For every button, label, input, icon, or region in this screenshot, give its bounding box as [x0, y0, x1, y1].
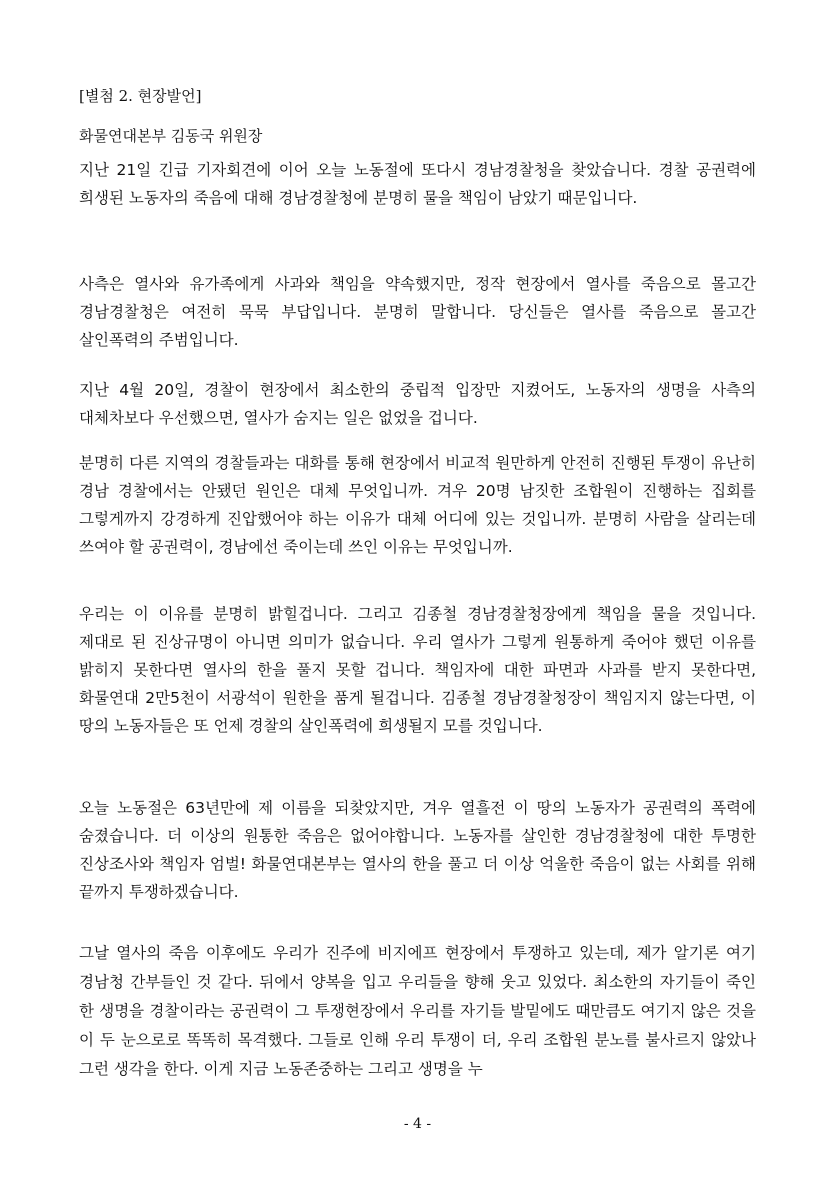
paragraph: 사측은 열사와 유가족에게 사과와 책임을 약속했지만, 정작 현장에서 열사를 죽음으로 몰고간 경남경찰청은 여전히 묵묵 부답입니다. 분명히 말합니다. 당신들은 열사를 죽음으로 몰고간 살인폭력의 주범입니다. — [79, 275, 756, 349]
speaker-name: 화물연대본부 김동국 위원장 — [79, 127, 263, 145]
paragraph: 지난 21일 긴급 기자회견에 이어 오늘 노동절에 또다시 경남경찰청을 찾았습니다. 경찰 공권력에 희생된 노동자의 죽음에 대해 경남경찰청에 분명히 물을 책임이 남았기 때문입니다. — [79, 161, 756, 207]
paragraph: 지난 4월 20일, 경찰이 현장에서 최소한의 중립적 입장만 지켰어도, 노동자의 생명을 사측의 대체차보다 우선했으면, 열사가 숨지는 일은 없었을 겁니다. — [79, 381, 756, 427]
paragraph: 오늘 노동절은 63년만에 제 이름을 되찾았지만, 겨우 열흘전 이 땅의 노동자가 공권력의 폭력에 숨졌습니다. 더 이상의 원통한 죽음은 없어야합니다. 노동자를 살인한 경남경찰청에 대한 투명한 진상조사와 책임자 엄벌! 화물연대본부는 열사의 한을 풀고 더 이상 억울한 죽음이 없는 사회를 위해 끝까지 투쟁하겠습니다. — [79, 799, 756, 901]
paragraph: 우리는 이 이유를 분명히 밝힐겁니다. 그리고 김종철 경남경찰청장에게 책임을 물을 것입니다. 제대로 된 진상규명이 아니면 의미가 없습니다. 우리 열사가 그렇게 원통하게 죽어야 했던 이유를 밝히지 못한다면 열사의 한을 풀지 못할 겁니다. 책임자에 대한 파면과 사과를 받지 못한다면, 화물연대 2만5천이 서광석이 원한을 품게 될겁니다. 김종철 경남경찰청장이 책임지지 않는다면, 이 땅의 노동자들은 또 언제 경찰의 살인폭력에 희생될지 모를 것입니다. — [79, 605, 756, 735]
paragraph: 그날 열사의 죽음 이후에도 우리가 진주에 비지에프 현장에서 투쟁하고 있는데, 제가 알기론 여기 경남청 간부들인 것 같다. 뒤에서 양복을 입고 우리들을 향해 웃고 있었다. 최소한의 자기들이 죽인 한 생명을 경찰이라는 공권력이 그 투쟁현장에서 우리를 자기들 발밑에도 때만큼도 여기지 않은 것을 이 두 눈으로로 똑똑히 목격했다. 그들로 인해 우리 투쟁이 더, 우리 조합원 분노를 불사르지 않았나 그런 생각을 한다. 이게 지금 노동존중하는 그리고 생명을 누 — [79, 944, 756, 1078]
paragraph: 분명히 다른 지역의 경찰들과는 대화를 통해 현장에서 비교적 원만하게 안전히 진행된 투쟁이 유난히 경남 경찰에서는 안됐던 원인은 대체 무엇입니까. 겨우 20명 남짓한 조합원이 진행하는 집회를 그렇게까지 강경하게 진압했어야 하는 이유가 대체 어디에 있는 것입니까. 분명히 사람을 살리는데 쓰여야 할 공권력이, 경남에선 죽이는데 쓰인 이유는 무엇입니까. — [79, 454, 756, 556]
page-number: - 4 - — [403, 1116, 432, 1132]
attachment-label: [별첨 2. 현장발언] — [79, 87, 202, 105]
